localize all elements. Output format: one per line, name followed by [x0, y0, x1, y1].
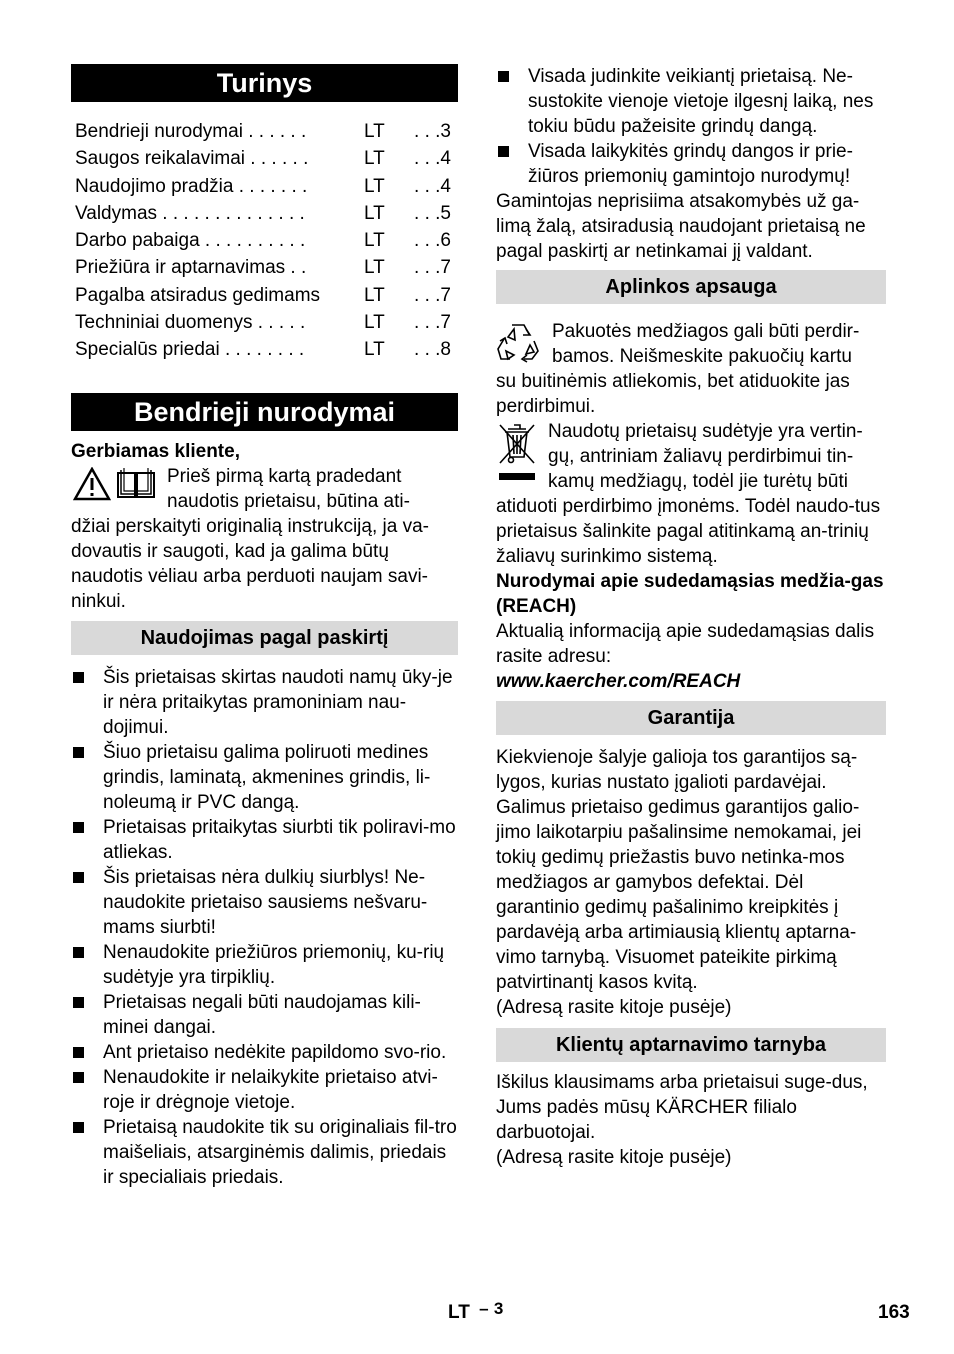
warranty-address: (Adresą rasite kitoje pusėje) — [496, 997, 732, 1018]
toc-entry-title: Techniniai duomenys — [75, 312, 253, 334]
list-item: Prietaisas negali būti naudojamas kili-minei dangai. — [71, 990, 458, 1040]
weee-text: atiduoti perdirbimo įmonėms. Todėl naudo-tus prietaisus šalinkite pagal atitinkamą an-trinių žaliavų surinkimo sistemą. — [496, 496, 881, 567]
toc-entry[interactable] — [75, 173, 451, 200]
toc-entry-title: Pagalba atsiradus gedimams — [75, 284, 321, 306]
toc-entry-page: . . .8 — [414, 339, 451, 361]
liability-text: Gamintojas neprisiima atsakomybės už ga-limą žalą, atsiradusią naudojant prietaisą ne pagal paskirtį ar netinkamai jį valdant. — [496, 191, 866, 262]
toc-entry-title: Bendrieji nurodymai — [75, 121, 243, 142]
toc-entry-page: . . .6 — [414, 230, 451, 252]
warranty-text: Kiekvienoje šalyje galioja tos garantijos są-lygos, kurias nustato įgalioti pardavėjai. Galimus prietaiso gedimus garantijos galio-jimo laikotarpiu pašalinsime nemokamai, jei tokių gedimų priežastis buvo netinka-mos medžiagos ar gamybos defektai. Dėl garantinio gedimų pašalinimo kreipkitės į pardavėją arba artimiausią klientų aptarna-vimo tarnybą. Visuomet pateikite pirkimą patvirtinantį kasos kvitą. — [496, 747, 862, 993]
general-heading: Bendrieji nurodymai — [71, 393, 458, 431]
toc-entry-lang: LT — [364, 202, 385, 224]
list-item: Nenaudokite ir nelaikykite prietaiso atvi-roje ir drėgnoje vietoje. — [71, 1065, 458, 1115]
toc-entry-title: Naudojimo pradžia — [75, 175, 234, 197]
list-item: Prietaisas pritaikytas siurbti tik poliravi-mo atliekas. — [71, 815, 458, 865]
left-column — [71, 64, 458, 1190]
toc-entry-dots: . . . . . . — [242, 121, 307, 142]
bullet-square-icon — [73, 947, 84, 958]
toc-entry-dots: . . — [285, 257, 307, 279]
bullet-square-icon — [498, 146, 509, 157]
toc-entry[interactable] — [75, 145, 451, 172]
toc-entry[interactable] — [75, 282, 451, 309]
toc-entry-title: Valdymas — [75, 202, 158, 224]
warranty-heading: Garantija — [496, 701, 886, 735]
intro-with-icons: Prieš pirmą kartą pradedant naudotis prietaisu, būtina ati- — [71, 464, 458, 514]
toc-entry-lang: LT — [364, 230, 385, 252]
bullet-square-icon — [73, 1047, 84, 1058]
toc-entry-dots: . . . . . . — [245, 148, 309, 170]
toc-entry-title: Priežiūra ir aptarnavimas — [75, 257, 286, 279]
toc-entry[interactable] — [75, 227, 451, 254]
toc-entry-page: . . .4 — [414, 148, 451, 170]
bullet-square-icon — [73, 747, 84, 758]
reach-link[interactable]: www.kaercher.com/REACH — [496, 671, 741, 692]
list-item: Šiuo prietaisu galima poliruoti medines grindis, laminatą, akmenines grindis, li-noleumą ir PVC dangą. — [71, 740, 458, 815]
service-heading: Klientų aptarnavimo tarnyba — [496, 1028, 886, 1062]
service-text: Iškilus klausimams arba prietaisui suge-dus, Jums padės mūsų KÄRCHER filialo darbuotojai. — [496, 1072, 868, 1143]
warning-triangle-icon — [73, 467, 111, 501]
toc-entry-lang: LT — [364, 175, 385, 197]
service-address: (Adresą rasite kitoje pusėje) — [496, 1147, 732, 1168]
reach-text: Aktualią informaciją apie sudedamąsias dalis rasite adresu: — [496, 621, 875, 667]
page-number: 163 — [878, 1302, 910, 1323]
toc-entry-page: . . .4 — [414, 175, 451, 197]
toc-entry-lang: LT — [364, 257, 385, 279]
crossed-bin-icon — [496, 421, 538, 485]
usage-list — [71, 665, 458, 1190]
toc-entry-lang: LT — [364, 284, 385, 306]
bullet-square-icon — [73, 672, 84, 683]
intro-text: džiai perskaityti originalią instrukciją, ja va-dovautis ir saugoti, kad ja galima būtų naudotis vėliau arba perduoti naujam savi-ninkui. — [71, 515, 429, 612]
recycle-icon — [496, 321, 540, 363]
toc-entry-dots: . . . . . . . . — [219, 339, 305, 361]
greeting: Gerbiamas kliente, — [71, 440, 240, 462]
packaging-note: Pakuotės medžiagos gali būti perdir- bamos. Neišmeskite pakuočių kartu — [496, 319, 886, 369]
list-item: Visada judinkite veikiantį prietaisą. Ne-sustokite vienoje vietoje ilgesnį laiką, nes tokiu būdu pažeisite grindų dangą. — [496, 64, 886, 139]
toc-entry-lang: LT — [364, 148, 385, 170]
toc-entry-dots: . . . . . — [252, 312, 306, 334]
usage-list-continued — [496, 64, 886, 189]
toc-entry-page: . . .7 — [414, 312, 451, 334]
toc-entry-page: . . .7 — [414, 284, 451, 306]
toc-entry-title: Darbo pabaiga — [75, 230, 200, 252]
toc-entry-page: . . .7 — [414, 257, 451, 279]
toc-entry-lang: LT — [364, 121, 385, 142]
list-item: Šis prietaisas nėra dulkių siurblys! Ne-naudokite prietaiso sausiems nešvaru-mams siurbti! — [71, 865, 458, 940]
right-column — [496, 64, 886, 1170]
toc-entry-title: Saugos reikalavimai — [75, 148, 246, 170]
toc-entry[interactable] — [75, 309, 451, 336]
weee-note: Naudotų prietaisų sudėtyje yra vertin- gų, antriniam žaliavų perdirbimui tin- kamų medžiagų, todėl jie turėtų būti — [496, 419, 886, 494]
bullet-square-icon — [73, 1072, 84, 1083]
list-item: Prietaisą naudokite tik su originaliais fil-tro maišeliais, atsarginėmis dalimis, priedais ir specialiais priedais. — [71, 1115, 458, 1190]
bullet-square-icon — [498, 71, 509, 82]
toc-entry-dots: . . . . . . . — [233, 175, 308, 197]
packaging-text: su buitinėmis atliekomis, bet atiduokite jas perdirbimui. — [496, 371, 850, 417]
list-item: Visada laikykitės grindų dangos ir prie-žiūros priemonių gamintojo nurodymų! — [496, 139, 886, 189]
toc-entry-dots: . . . . . . . . . . — [199, 230, 306, 252]
toc-entry-title: Specialūs priedai — [75, 339, 220, 361]
toc-heading: Turinys — [71, 64, 458, 102]
toc-entry-dots: . . . . . . . . . . . . . . — [157, 202, 305, 224]
reach-title: Nurodymai apie sudedamąsias medžia-gas (REACH) — [496, 571, 884, 617]
manual-book-icon — [115, 467, 157, 501]
toc-entry[interactable] — [75, 200, 451, 227]
bullet-square-icon — [73, 872, 84, 883]
toc-entry[interactable] — [75, 254, 451, 281]
toc-entry[interactable] — [75, 118, 451, 145]
table-of-contents — [75, 118, 451, 364]
footer-section-label: LT – 3 — [448, 1299, 504, 1323]
toc-entry[interactable] — [75, 336, 451, 363]
list-item: Ant prietaiso nedėkite papildomo svo-rio. — [71, 1040, 458, 1065]
environment-heading: Aplinkos apsauga — [496, 270, 886, 304]
bullet-square-icon — [73, 822, 84, 833]
warning-icons — [73, 467, 157, 501]
toc-entry-lang: LT — [364, 339, 385, 361]
usage-heading: Naudojimas pagal paskirtį — [71, 621, 458, 655]
list-item: Nenaudokite priežiūros priemonių, ku-rių sudėtyje yra tirpiklių. — [71, 940, 458, 990]
toc-entry-page: . . .5 — [414, 202, 451, 224]
toc-entry-lang: LT — [364, 312, 385, 334]
toc-entry-page: . . .3 — [414, 121, 451, 142]
bullet-square-icon — [73, 1122, 84, 1133]
list-item: Šis prietaisas skirtas naudoti namų ūky-je ir nėra pritaikytas pramoniniam nau-dojimui. — [71, 665, 458, 740]
bullet-square-icon — [73, 997, 84, 1008]
